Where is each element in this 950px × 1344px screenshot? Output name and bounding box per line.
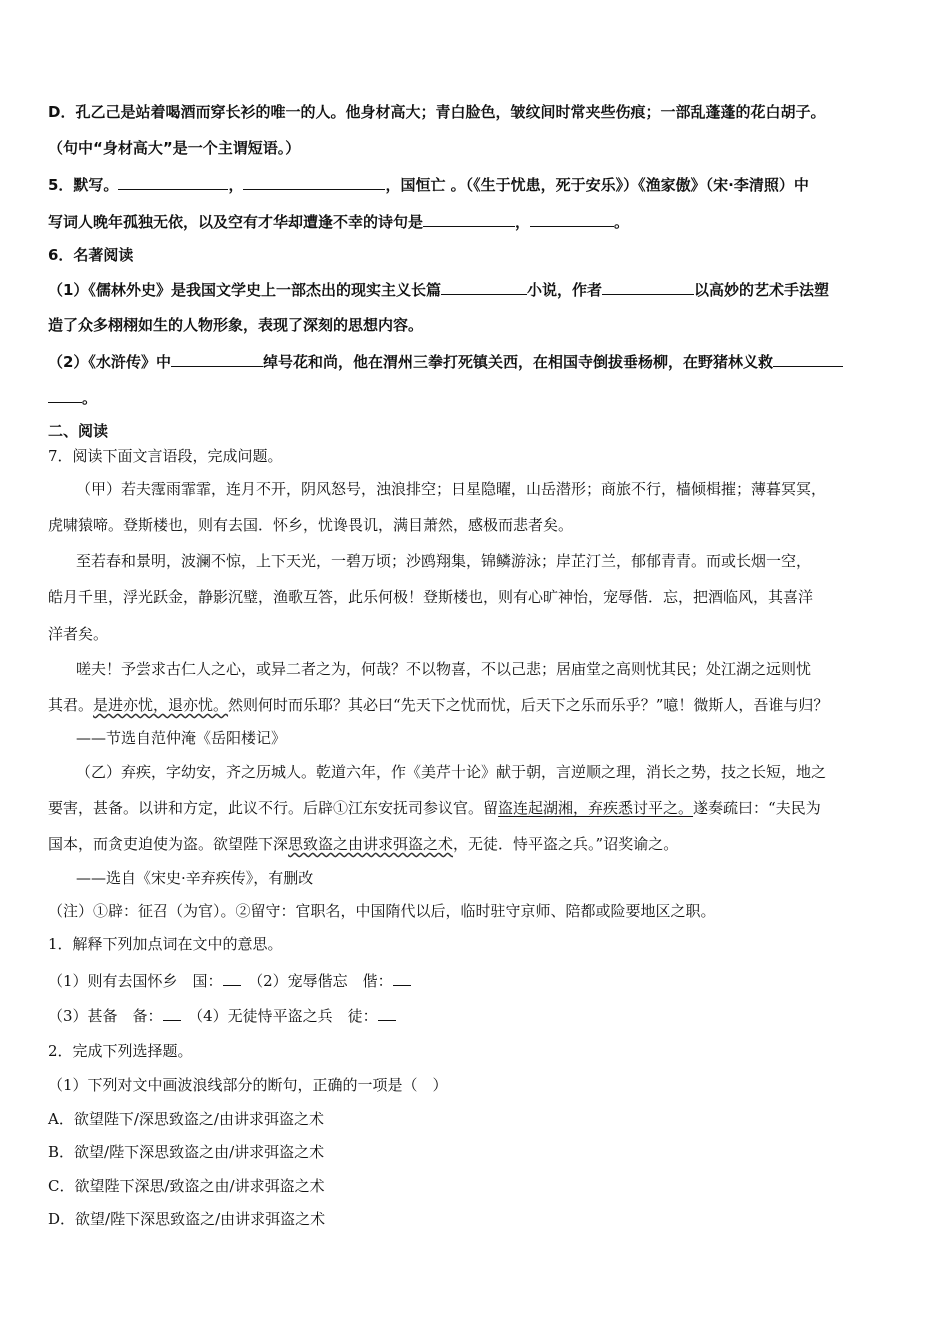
q5-line1 xyxy=(48,173,910,195)
sub1-item-3: （3）甚备 备： xyxy=(48,1007,163,1025)
q6-p1-line1 xyxy=(48,278,910,300)
jia-p3-line2-b: 然则何时而乐耶？其必曰“先天下之忧而忧，后天下之乐而乐乎？”噫！微斯人，吾谁与归？ xyxy=(228,696,829,714)
sub1-blank-1[interactable] xyxy=(223,969,241,986)
option-d[interactable]: D．欲望/陛下深思致盗之/由讲求弭盗之术 xyxy=(48,1210,326,1228)
yi-line3-a: 国本，而贪吏迫使为盗。欲望陛下深 xyxy=(48,835,289,853)
jia-p1-line1: （甲）若夫霪雨霏霏，连月不开，阴风怒号，浊浪排空；日星隐曜，山岳潜形；商旅不行，樯倾楫摧；薄暮冥冥， xyxy=(76,480,827,498)
option-c[interactable]: C．欲望陛下深思/致盗之由/讲求弭盗之术 xyxy=(48,1177,325,1195)
jia-p1-line2: 虎啸猿啼。登斯楼也，则有去国．怀乡，忧谗畏讥，满目萧然，感极而悲者矣。 xyxy=(48,516,574,534)
sub1-blank-4[interactable] xyxy=(378,1004,396,1021)
q6-p1-line2: 造了众多栩栩如生的人物形象，表现了深刻的思想内容。 xyxy=(48,316,424,334)
q5-sep2: ， xyxy=(515,213,531,231)
q5-blank-4[interactable] xyxy=(530,210,614,227)
section2-title: 二、阅读 xyxy=(48,422,109,440)
sub1-item-2: （2）宠辱偕忘 偕： xyxy=(255,972,393,990)
q5-end: 。 xyxy=(614,213,630,231)
yi-line1: （乙）弃疾，字幼安，齐之历城人。乾道六年，作《美芹十论》献于朝，言逆顺之理，消长之势，技之长短，地之 xyxy=(76,763,827,781)
q6-p2-line1 xyxy=(48,350,910,372)
jia-wavy-underline-text: 是进亦忧，退亦忧。 xyxy=(93,696,229,714)
q7-sub2-question: （1）下列对文中画波浪线部分的断句，正确的一项是（ ） xyxy=(48,1076,448,1094)
yi-line2 xyxy=(48,798,910,818)
yi-source: ——选自《宋史·辛弃疾传》，有删改 xyxy=(76,869,314,887)
q7-sub1-title: 1．解释下列加点词在文中的意思。 xyxy=(48,935,283,953)
jia-p3-line2-a: 其君。 xyxy=(48,696,94,714)
q6-p1-c: 以高妙的艺术手法塑 xyxy=(693,281,829,299)
q5-line2-text: 写词人晚年孤独无依，以及空有才华却遭逢不幸的诗句是 xyxy=(48,213,424,231)
q7-sub1-row1 xyxy=(48,969,910,991)
q7-sub1-row2 xyxy=(48,1004,910,1026)
q6-title: 6．名著阅读 xyxy=(48,246,134,264)
sub1-item-1: （1）则有去国怀乡 国： xyxy=(48,972,223,990)
q6-p2-end: 。 xyxy=(82,389,98,407)
sub1-blank-2[interactable] xyxy=(393,969,411,986)
q6-p2-line2 xyxy=(48,386,910,408)
yi-wavy-underline-text: 思致盗之由讲求弭盗之术 xyxy=(288,835,454,853)
jia-p2-line2: 皓月千里，浮光跃金，静影沉璧，渔歌互答，此乐何极！登斯楼也，则有心旷神怡，宠辱偕．忘，把酒临风，其喜洋 xyxy=(48,588,814,606)
q5-sep1: ， xyxy=(228,176,244,194)
q5-prefix: 5．默写。 xyxy=(48,176,119,194)
option-b[interactable]: B．欲望/陛下深思致盗之由/讲求弭盗之术 xyxy=(48,1143,325,1161)
q6-p2-a: （2）《水浒传》中 xyxy=(48,353,171,371)
q5-blank-2[interactable] xyxy=(243,173,385,190)
q7-sub2-title: 2．完成下列选择题。 xyxy=(48,1042,193,1060)
jia-p3-line1: 嗟夫！予尝求古仁人之心，或异二者之为，何哉？不以物喜，不以己悲；居庙堂之高则忧其民；处江湖之远则忧 xyxy=(76,660,812,678)
q4-option-d-note: （句中“身材高大”是一个主谓短语。） xyxy=(48,139,301,157)
q5-blank-3[interactable] xyxy=(423,210,515,227)
q6-p2-b: 绰号花和尚，他在渭州三拳打死镇关西，在相国寺倒拔垂杨柳，在野猪林义救 xyxy=(262,353,773,371)
q6-blank-1[interactable] xyxy=(441,278,527,295)
q6-blank-4-cont[interactable] xyxy=(48,386,82,403)
jia-p2-line1: 至若春和景明，波澜不惊，上下天光，一碧万顷；沙鸥翔集，锦鳞游泳；岸芷汀兰，郁郁青青。而或长烟一空， xyxy=(76,552,812,570)
q5-line2 xyxy=(48,210,910,232)
yi-line2-b: 遂奏疏曰：“夫民为 xyxy=(693,799,821,817)
q6-p1-b: 小说，作者 xyxy=(526,281,602,299)
yi-line3 xyxy=(48,834,910,854)
q6-blank-4[interactable] xyxy=(773,350,843,367)
yi-line3-b: ，无徒．恃平盗之兵。”诏奖谕之。 xyxy=(453,835,679,853)
q6-blank-2[interactable] xyxy=(602,278,694,295)
q6-blank-3[interactable] xyxy=(171,350,263,367)
q7-note: （注）①辟：征召（为官）。②留守：官职名，中国隋代以后，临时驻守京师、陪都或险要地区之职。 xyxy=(48,902,716,920)
q4-option-d-text: 孔乙己是站着喝酒而穿长衫的唯一的人。他身材高大；青白脸色，皱纹间时常夹些伤痕；一部乱蓬蓬的花白胡子。 xyxy=(75,103,826,121)
option-a[interactable]: A．欲望陛下/深思致盗之/由讲求弭盗之术 xyxy=(48,1110,324,1128)
jia-p3-line2 xyxy=(48,695,910,715)
q5-blank-1[interactable] xyxy=(118,173,228,190)
sub1-item-4: （4）无徒恃平盗之兵 徒： xyxy=(195,1007,378,1025)
sub1-blank-3[interactable] xyxy=(163,1004,181,1021)
q4-option-d xyxy=(48,102,910,122)
yi-line2-a: 要害，甚备。以讲和方定，此议不行。后辟①江东安抚司参议官。留 xyxy=(48,799,499,817)
jia-p2-line3: 洋者矣。 xyxy=(48,625,109,643)
q5-middle: ，国恒亡 。（《生于忧患，死于安乐》）《渔家傲》（宋·李清照）中 xyxy=(385,176,809,194)
q7-intro: 7．阅读下面文言语段，完成问题。 xyxy=(48,447,283,465)
q6-p1-a: （1）《儒林外史》是我国文学史上一部杰出的现实主义长篇 xyxy=(48,281,441,299)
jia-source: ——节选自范仲淹《岳阳楼记》 xyxy=(76,729,287,747)
yi-underlined-text: 盗连起湖湘，弃疾悉讨平之。 xyxy=(498,799,694,817)
q4-option-d-label: D． xyxy=(48,103,76,121)
